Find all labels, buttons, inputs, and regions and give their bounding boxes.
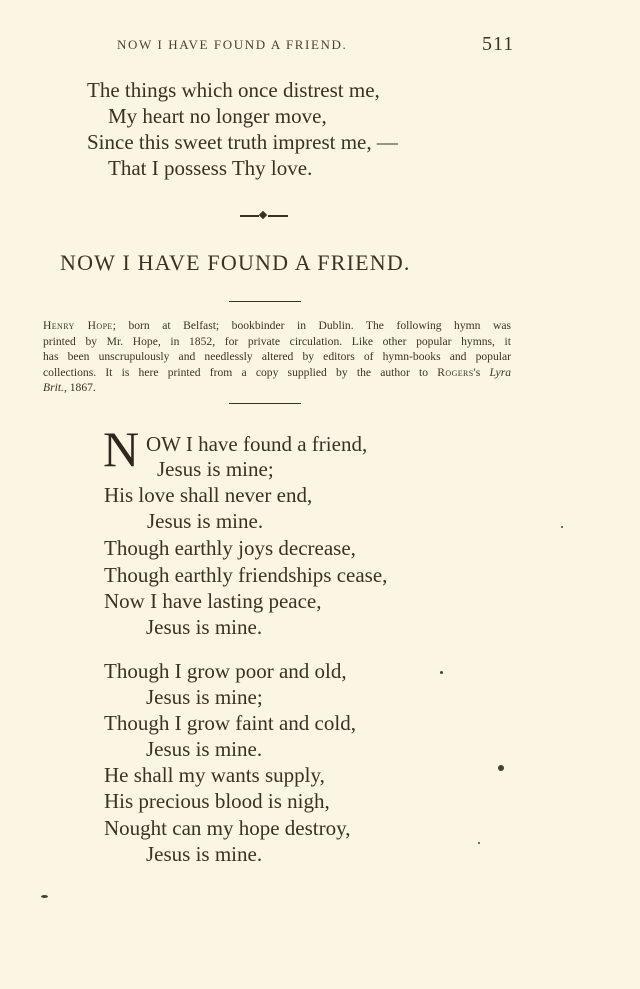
note-line: Henry Hope; born at Belfast; bookbinder in Dublin. The following hymn was [43,319,512,332]
verse-line: Jesus is mine. [147,509,264,533]
section-ornament [240,210,288,220]
verse-line: Now I have lasting peace, [104,589,322,613]
verse-line: Nought can my hope destroy, [104,816,351,840]
verse-line: His precious blood is nigh, [104,789,330,813]
verse-line: My heart no longer move, [108,104,327,128]
note-source-title: Lyra [489,365,512,379]
ink-speck [41,895,48,898]
verse-line: Though I grow poor and old, [104,659,347,683]
note-line: has been unscrupulously and needlessly altered by editors of hymn-books and popular [43,350,511,363]
verse-line: His love shall never end, [104,483,313,507]
title-rule [229,301,301,302]
ink-speck [498,765,504,771]
ink-speck [440,671,443,674]
note-line: Brit., 1867. [43,381,96,394]
verse-line: Though earthly friendships cease, [104,563,388,587]
running-head: NOW I HAVE FOUND A FRIEND. [117,37,348,52]
verse-line: The things which once distrest me, [87,78,380,102]
verse-line: Though I grow faint and cold, [104,711,356,735]
verse-line: OW I have found a friend, [146,432,368,456]
ink-speck [478,842,480,844]
verse-line: That I possess Thy love. [108,156,313,180]
verse-line: Jesus is mine. [146,842,263,866]
verse-line: Though earthly joys decrease, [104,536,356,560]
note-line: collections. It is here printed from a copy supplied by the author to Rogers's Lyra [43,365,512,379]
note-rule [229,403,301,404]
ink-speck [561,526,563,528]
note-source-author: Rogers [437,365,474,379]
verse-line: Jesus is mine. [146,615,263,639]
drop-cap: N [103,421,140,477]
verse-line: Jesus is mine; [157,457,274,481]
note-author: Henry Hope [43,319,113,332]
verse-line: Jesus is mine. [146,737,263,761]
verse-line: He shall my wants supply, [104,763,325,787]
author-note [43,318,511,396]
verse-line: Since this sweet truth imprest me, — [87,130,398,154]
verse-line: Jesus is mine; [146,685,263,709]
hymn-title: NOW I HAVE FOUND A FRIEND. [60,250,411,275]
page-number: 511 [482,33,515,55]
note-line: printed by Mr. Hope, in 1852, for private circulation. Like other popular hymns, it [43,334,511,348]
